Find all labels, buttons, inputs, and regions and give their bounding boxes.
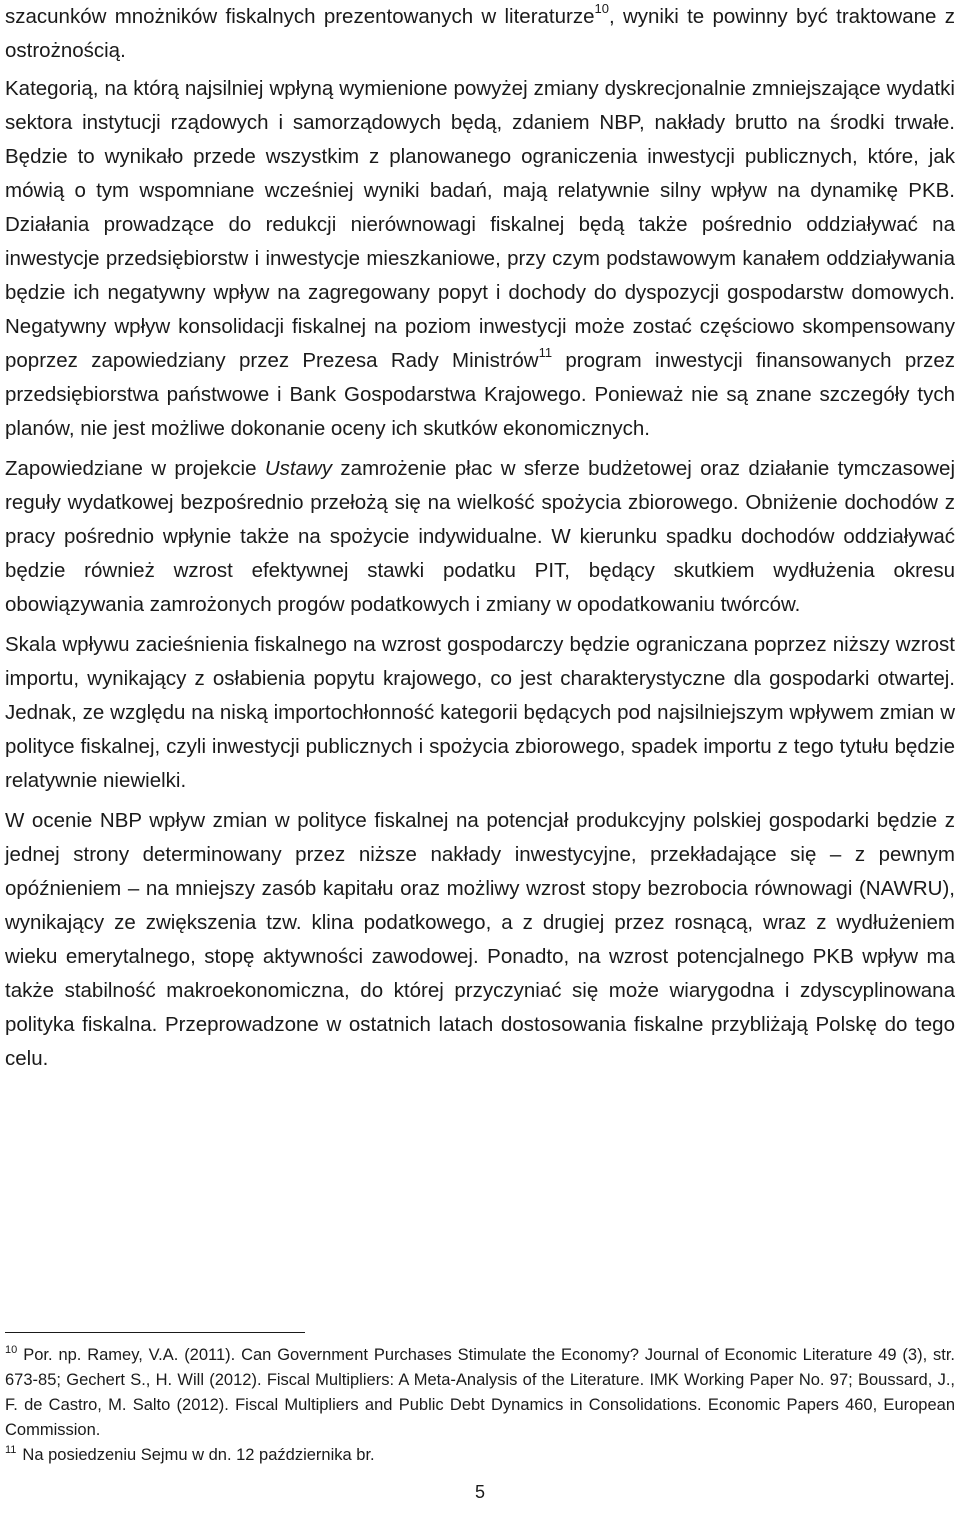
- footnote-text: Na posiedzeniu Sejmu w dn. 12 października br.: [22, 1446, 375, 1464]
- paragraph-text: Zapowiedziane w projekcie: [5, 457, 265, 480]
- paragraph-text: , wyniki te powinny być traktowane z ostrożnością.: [5, 5, 955, 62]
- footnote-10: [5, 1343, 955, 1443]
- document-body: [5, 0, 955, 1076]
- paragraph-text: szacunków mnożników fiskalnych prezentowanych w literaturze: [5, 5, 595, 28]
- paragraph-imports: [5, 628, 955, 798]
- paragraph-continuation: [5, 0, 955, 68]
- paragraph-text: program inwestycji finansowanych przez przedsiębiorstwa państwowe i Bank Gospodarstwa Krajowego. Ponieważ nie są znane szczegóły tych planów, nie jest możliwe dokonanie oceny ich skutków ekonomicznych.: [5, 349, 955, 440]
- footnote-11: [5, 1443, 955, 1468]
- footnotes: [5, 1343, 955, 1468]
- paragraph-emphasis: Ustawy: [264, 457, 333, 480]
- paragraph-text: zamrożenie płac w sferze budżetowej oraz działanie tymczasowej reguły wydatkowej bezpośrednio przełożą się na wielkość spożycia zbiorowego. Obniżenie dochodów z pracy pośrednio wpłynie także na spożycie indywidualne. W kierunku spadku dochodów oddziaływać będzie również wzrost efektywnej stawki podatku PIT, będący skutkiem wydłużenia okresu obowiązywania zamrożonych progów podatkowych i zmiany w opodatkowaniu twórców.: [5, 457, 956, 616]
- footnote-ref-10[interactable]: 10: [594, 1, 609, 17]
- paragraph-text: Kategorią, na którą najsilniej wpłyną wymienione powyżej zmiany dyskrecjonalnie zmniejszające wydatki sektora instytucji rządowych i samorządowych będą, zdaniem NBP, nakłady brutto na środki trwałe.: [5, 77, 955, 134]
- paragraph-consumption: [5, 452, 955, 622]
- footnote-text: Por. np. Ramey, V.A. (2011). Can Government Purchases Stimulate the Economy? Journal of Economic Literature 49 (3), str. 673-85; Gechert S., H. Will (2012). Fiscal Multipliers: A Meta-Analysis of the Literature. IMK Working Paper No. 97; Boussard, J., F. de Castro, M. Salto (2012). Fiscal Multipliers and Public Debt Dynamics in Consolidations. Economic Papers 460, European Commission.: [5, 1346, 955, 1439]
- paragraph-text: Skala wpływu zacieśnienia fiskalnego na wzrost gospodarczy będzie ograniczana poprzez niższy wzrost importu, wynikający z osłabienia popytu krajowego, co jest charakterystyczne dla gospodarki otwartej. Jednak, ze względu na niską importochłonność kategorii będących pod najsilniejszym wpływem zmian w polityce fiskalnej, czyli inwestycji publicznych i spożycia zbiorowego, spadek importu z tego tytułu będzie relatywnie niewielki.: [5, 633, 955, 792]
- paragraph-potential-output: [5, 804, 955, 1076]
- footnote-number: 11: [5, 1443, 17, 1456]
- paragraph-investment: [5, 72, 955, 446]
- footnote-number: 10: [5, 1343, 18, 1356]
- paragraph-text: Będzie to wynikało przede wszystkim z planowanego ograniczenia inwestycji publicznych, które, jak mówią o tym wspomniane wcześniej wyniki badań, mają relatywnie silny wpływ na dynamikę PKB. Działania prowadzące do redukcji nierównowagi fiskalnej będą także pośrednio oddziaływać na inwestycje przedsiębiorstw i inwestycje mieszkaniowe, przy czym podstawowym kanałem oddziaływania będzie ich negatywny wpływ na zagregowany popyt i dochody do dyspozycji gospodarstw domowych. Negatywny wpływ konsolidacji fiskalnej na poziom inwestycji może zostać częściowo skompensowany poprzez zapowiedziany przez Prezesa Rady Ministrów: [5, 145, 955, 372]
- page-number: 5: [474, 1482, 485, 1502]
- footnote-ref-11[interactable]: 11: [538, 345, 553, 361]
- footnote-separator: [5, 1332, 305, 1333]
- paragraph-text: W ocenie NBP wpływ zmian w polityce fiskalnej na potencjał produkcyjny polskiej gospodarki będzie z jednej strony determinowany przez niższe nakłady inwestycyjne, przekładające się – z pewnym opóźnieniem – na mniejszy zasób kapitału oraz możliwy wzrost stopy bezrobocia równowagi (NAWRU), wynikający ze zwiększenia tzw. klina podatkowego, a z drugiej przez rosnącą, wraz z wydłużeniem wieku emerytalnego, stopę aktywności zawodowej. Ponadto, na wzrost potencjalnego PKB wpływ ma także stabilność makroekonomiczna, do której przyczyniać się może wiarygodna i zdyscyplinowana polityka fiskalna. Przeprowadzone w ostatnich latach dostosowania fiskalne przybliżają Polskę do tego celu.: [5, 809, 955, 1070]
